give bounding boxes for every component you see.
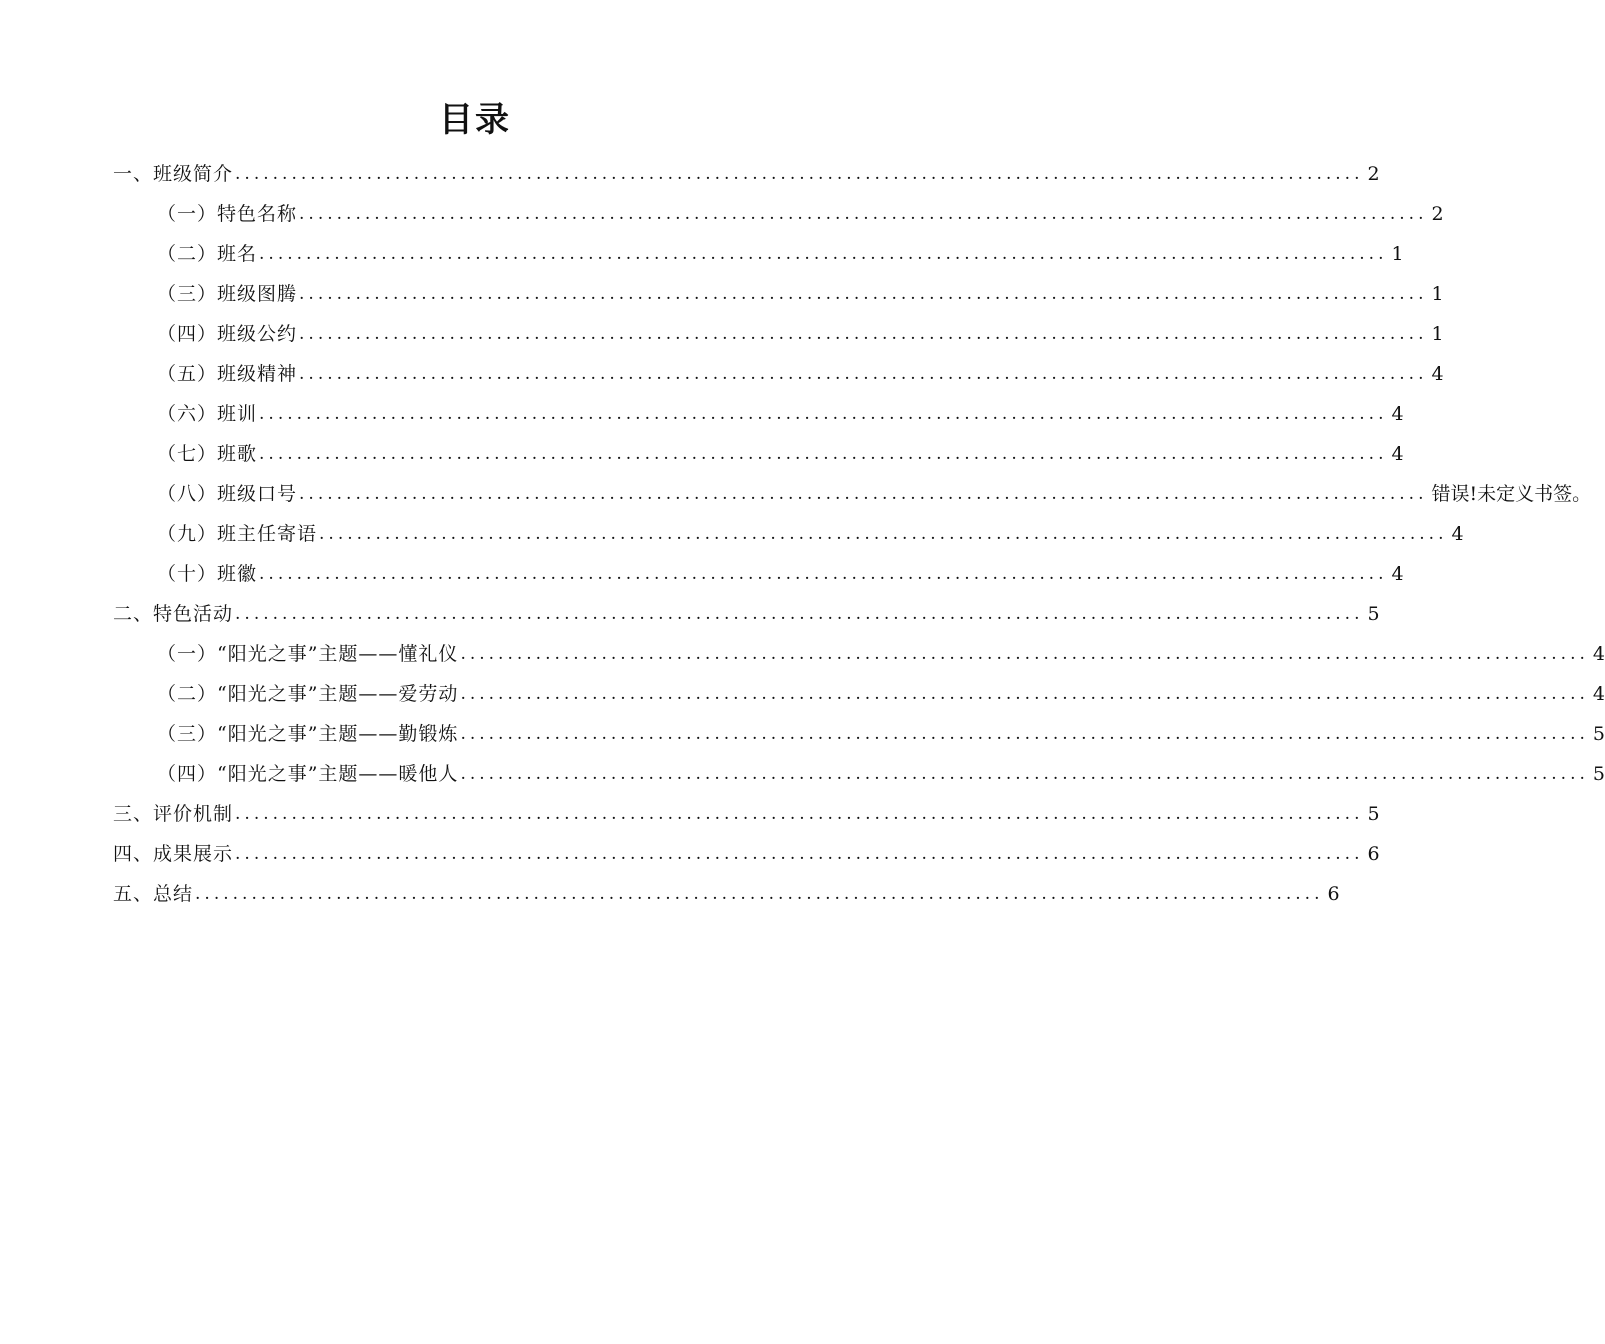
toc-entry-text: 五、总结 xyxy=(113,883,194,905)
toc-entry-text: （二）班名 xyxy=(157,243,258,265)
toc-page-number: 1 xyxy=(1391,243,1404,265)
toc-page-number: 4 xyxy=(1391,443,1404,465)
toc-entry[interactable] xyxy=(157,674,1605,714)
toc-entry[interactable] xyxy=(157,354,1444,394)
toc-page-number: 4 xyxy=(1451,523,1464,545)
toc-dot-leader: ........................................................................................................................ xyxy=(235,804,1364,824)
toc-dot-leader: ........................................................................................................................ xyxy=(259,444,1388,464)
toc-entry[interactable] xyxy=(113,874,1340,914)
toc-entry-text: （三）班级图腾 xyxy=(157,283,298,305)
toc-entry-text: （八）班级口号 xyxy=(157,483,298,505)
toc-entry-text: （六）班训 xyxy=(157,403,258,425)
toc-dot-leader: ........................................................................................................................ xyxy=(299,324,1428,344)
toc-entry[interactable] xyxy=(157,514,1464,554)
toc-page-number: 1 xyxy=(1431,323,1444,345)
toc-entry[interactable] xyxy=(113,154,1380,194)
toc-page-number: 5 xyxy=(1367,603,1380,625)
toc-dot-leader: ........................................................................................................................ xyxy=(235,604,1364,624)
toc-page-number: 4 xyxy=(1391,563,1404,585)
toc-dot-leader: ........................................................................................................................ xyxy=(235,844,1364,864)
toc-dot-leader: ........................................................................................................................ xyxy=(460,724,1589,744)
toc-dot-leader: ........................................................................................................................ xyxy=(259,564,1388,584)
toc-entry-text: （九）班主任寄语 xyxy=(157,523,318,545)
toc-entry[interactable] xyxy=(157,194,1444,234)
toc-entry-text: （七）班歌 xyxy=(157,443,258,465)
toc-entry[interactable] xyxy=(157,434,1404,474)
toc-dot-leader: ........................................................................................................................ xyxy=(259,404,1388,424)
toc-page-number: 4 xyxy=(1391,403,1404,425)
toc-page-number: 5 xyxy=(1592,763,1605,785)
toc-entry-text: 四、成果展示 xyxy=(113,843,234,865)
toc-dot-leader: ........................................................................................................................ xyxy=(299,284,1428,304)
toc-entry-text: （一）“阳光之事”主题——懂礼仪 xyxy=(157,643,459,665)
toc-dot-leader: ........................................................................................................................ xyxy=(460,644,1589,664)
toc-entry[interactable] xyxy=(157,634,1605,674)
toc-entry[interactable] xyxy=(157,234,1404,274)
toc-entry[interactable] xyxy=(113,794,1380,834)
toc-dot-leader: ........................................................................................................................ xyxy=(299,484,1428,504)
toc-page-number: 6 xyxy=(1327,883,1340,905)
toc-entry-text: （三）“阳光之事”主题——勤锻炼 xyxy=(157,723,459,745)
toc-page-number: 4 xyxy=(1431,363,1444,385)
toc-dot-leader: ........................................................................................................................ xyxy=(235,164,1364,184)
toc-entry[interactable] xyxy=(157,554,1404,594)
toc-page-number: 4 xyxy=(1592,683,1605,705)
toc-entry[interactable] xyxy=(157,314,1444,354)
toc-page-number: 4 xyxy=(1592,643,1605,665)
toc-entry-text: 一、班级简介 xyxy=(113,163,234,185)
toc-dot-leader: ........................................................................................................................ xyxy=(195,884,1324,904)
toc-entry[interactable] xyxy=(157,754,1605,794)
toc-dot-leader: ........................................................................................................................ xyxy=(259,244,1388,264)
toc-dot-leader: ........................................................................................................................ xyxy=(299,204,1428,224)
toc-entry[interactable] xyxy=(157,474,1592,514)
toc-page-number: 1 xyxy=(1431,283,1444,305)
toc-page-error: 错误!未定义书签。 xyxy=(1431,483,1592,505)
toc-entry[interactable] xyxy=(157,714,1605,754)
toc-dot-leader: ........................................................................................................................ xyxy=(460,684,1589,704)
toc-dot-leader: ........................................................................................................................ xyxy=(460,764,1589,784)
toc-dot-leader: ........................................................................................................................ xyxy=(319,524,1448,544)
toc-entry-text: （一）特色名称 xyxy=(157,203,298,225)
toc-entry-text: （五）班级精神 xyxy=(157,363,298,385)
table-of-contents xyxy=(0,154,1605,914)
toc-entry-text: （十）班徽 xyxy=(157,563,258,585)
toc-entry[interactable] xyxy=(157,394,1404,434)
toc-page-number: 5 xyxy=(1367,803,1380,825)
toc-entry-text: （四）班级公约 xyxy=(157,323,298,345)
toc-page-number: 5 xyxy=(1592,723,1605,745)
page-title: 目录 xyxy=(439,100,511,140)
toc-page-number: 6 xyxy=(1367,843,1380,865)
toc-dot-leader: ........................................................................................................................ xyxy=(299,364,1428,384)
toc-entry[interactable] xyxy=(157,274,1444,314)
toc-entry[interactable] xyxy=(113,834,1380,874)
toc-entry-text: （二）“阳光之事”主题——爱劳动 xyxy=(157,683,459,705)
toc-entry[interactable] xyxy=(113,594,1380,634)
toc-entry-text: 二、特色活动 xyxy=(113,603,234,625)
toc-page-number: 2 xyxy=(1431,203,1444,225)
toc-page-number: 2 xyxy=(1367,163,1380,185)
toc-entry-text: 三、评价机制 xyxy=(113,803,234,825)
toc-entry-text: （四）“阳光之事”主题——暖他人 xyxy=(157,763,459,785)
